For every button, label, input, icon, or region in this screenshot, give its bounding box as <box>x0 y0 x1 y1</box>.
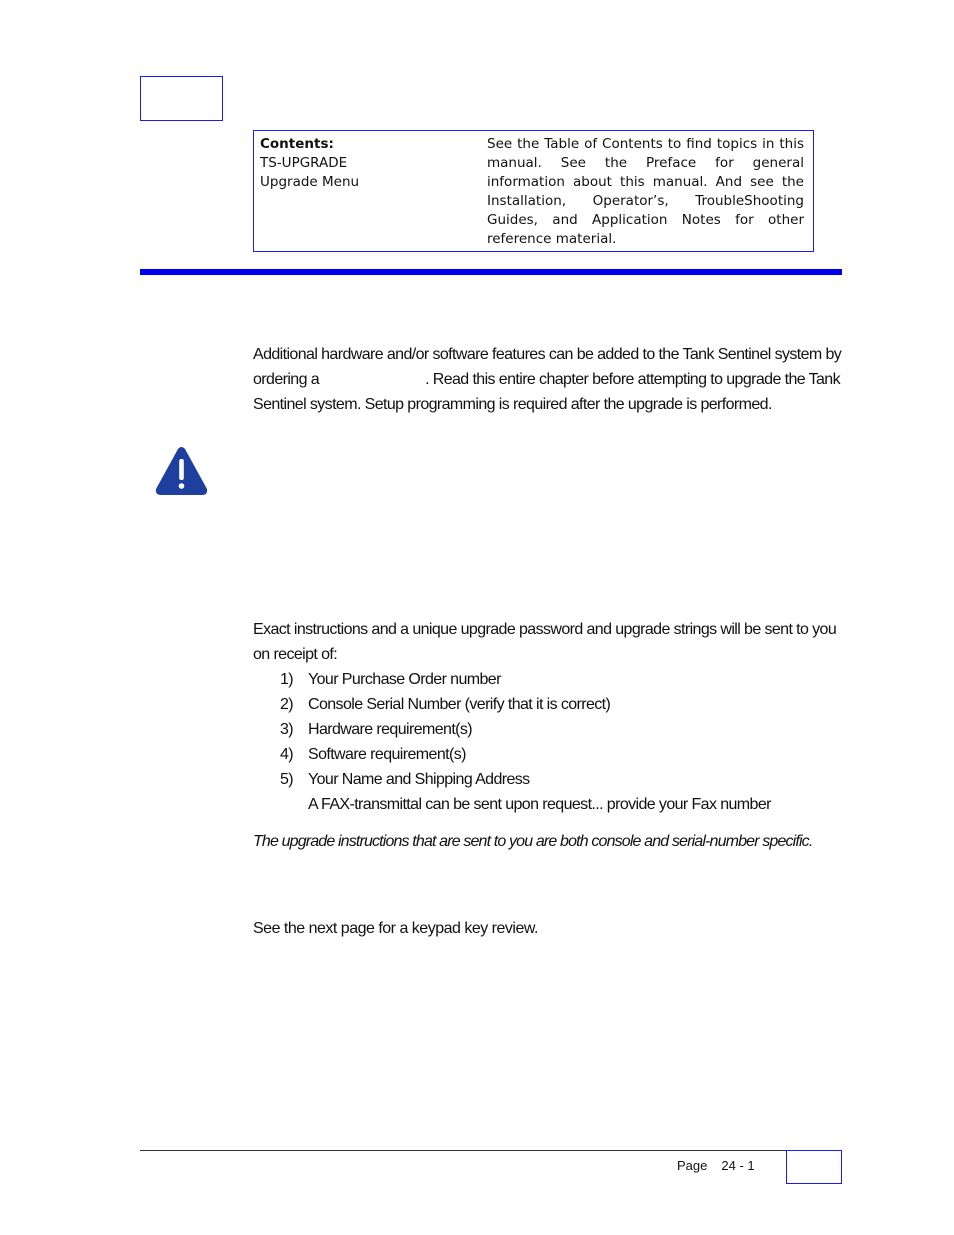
contents-item: TS-UPGRADE <box>260 155 348 171</box>
requirements-list <box>280 667 840 817</box>
intro-paragraph <box>253 342 843 417</box>
specific-note: The upgrade instructions that are sent to you are both console and serial-number specific. <box>253 833 813 850</box>
footer-rule <box>140 1150 842 1151</box>
chapter-tab-box <box>140 76 223 121</box>
list-item: 5) Your Name and Shipping Address <box>280 771 530 788</box>
intro-text-part2: . Read this entire chapter before attempting to upgrade the Tank Sentinel system. Setup programming is required after the upgrade is performed. <box>253 371 840 413</box>
footer-tab-box <box>786 1150 842 1184</box>
page-label: Page <box>677 1158 708 1173</box>
page-footer <box>677 1158 755 1173</box>
contents-heading: Contents: <box>260 136 334 152</box>
instructions-lead: Exact instructions and a unique upgrade password and upgrade strings will be sent to you on receipt of: <box>253 621 837 663</box>
intro-text-part1: Additional hardware and/or software features can be added to the Tank Sentinel system by ordering a <box>253 346 842 388</box>
fax-note: A FAX-transmittal can be sent upon request... provide your Fax number <box>308 796 771 813</box>
next-page-note: See the next page for a keypad key review. <box>253 920 538 937</box>
contents-item: Upgrade Menu <box>260 174 360 190</box>
contents-list <box>260 135 359 192</box>
list-item: 4) Software requirement(s) <box>280 746 466 763</box>
list-item: 2) Console Serial Number (verify that it is correct) <box>280 696 611 713</box>
page-number: 24 - 1 <box>721 1158 755 1173</box>
header-rule <box>140 269 842 275</box>
list-item: 3) Hardware requirement(s) <box>280 721 473 738</box>
warning-triangle-icon <box>155 446 208 495</box>
list-item: 1) Your Purchase Order number <box>280 671 501 688</box>
contents-box <box>253 130 814 252</box>
contents-description: See the Table of Contents to find topics in this manual. See the Preface for general information about this manual. And see the Installation, Operator’s, TroubleShooting Guides, and Application Notes for other reference material. <box>487 136 804 247</box>
